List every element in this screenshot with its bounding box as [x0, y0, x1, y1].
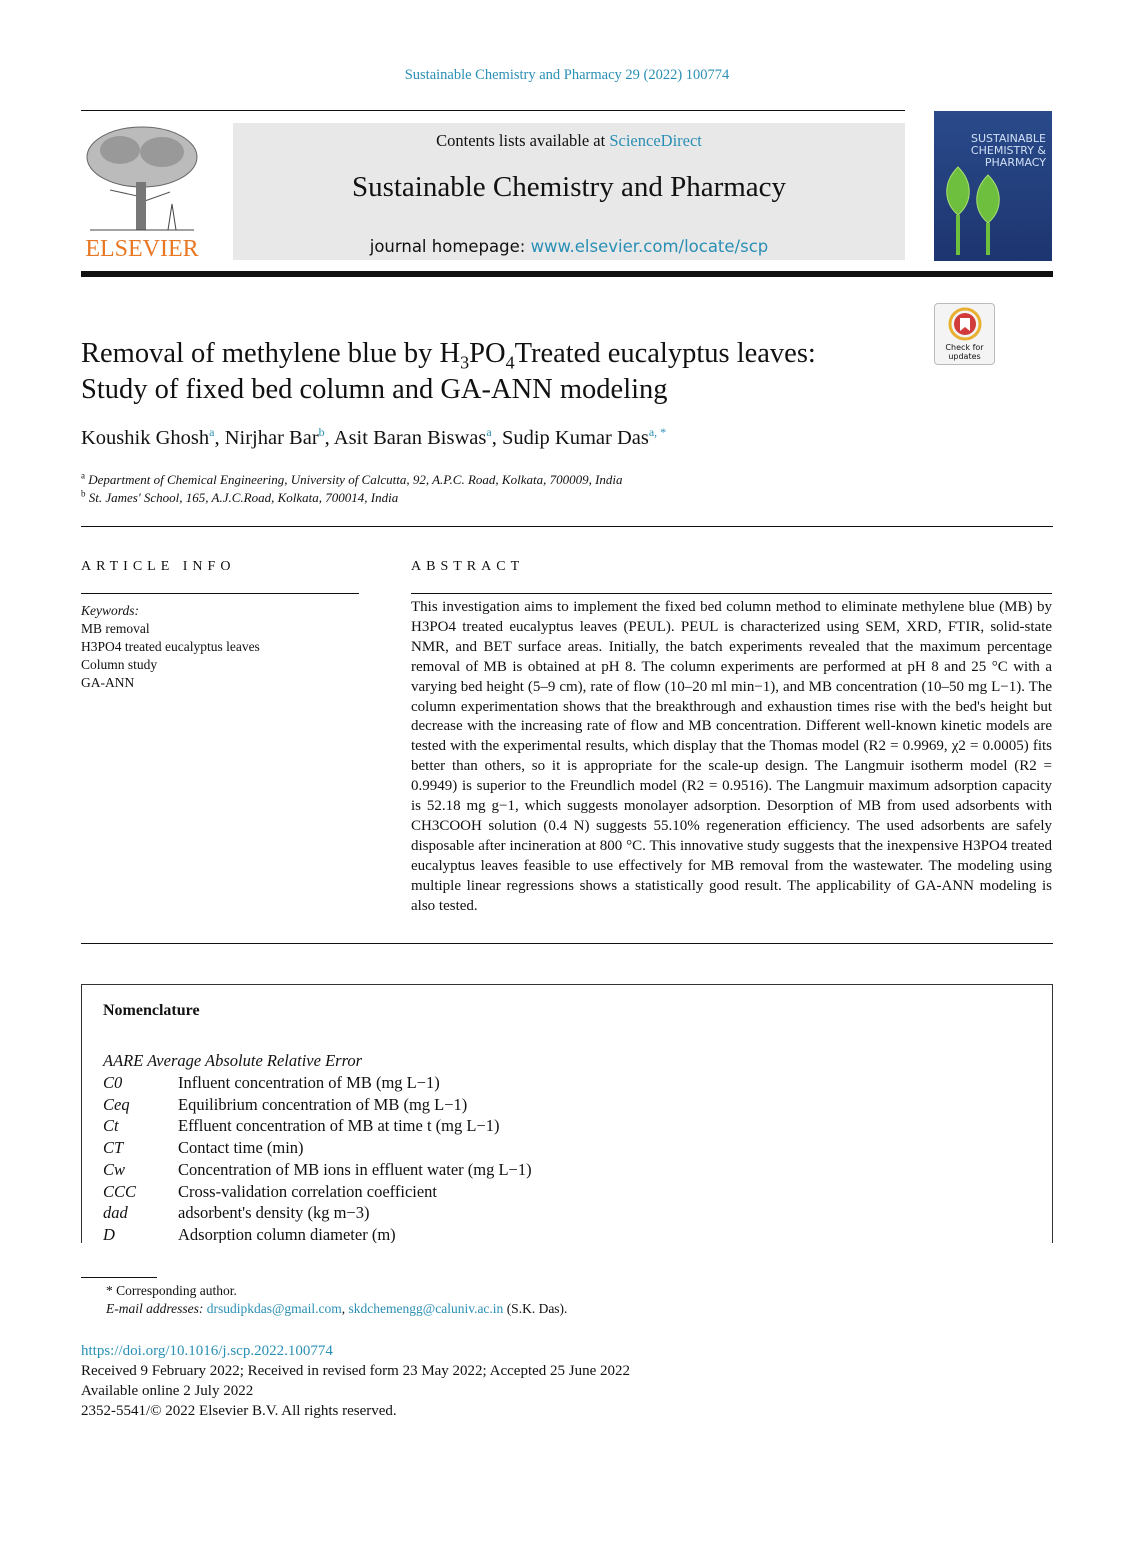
nomenclature-row: C0 Influent concentration of MB (mg L−1) — [103, 1073, 440, 1092]
elsevier-tree-icon — [80, 122, 204, 232]
affiliation-b: $^b$ St. James' School, 165, A.J.C.Road, Kolkata, 700014, India — [81, 488, 399, 505]
doi-link[interactable]: https://doi.org/10.1016/j.scp.2022.100774 — [81, 1343, 333, 1359]
article-info-heading: ARTICLE INFO — [81, 559, 236, 574]
sciencedirect-link[interactable]: ScienceDirect — [609, 131, 702, 150]
elsevier-logo — [80, 122, 204, 262]
email-link[interactable]: skdchemengg@caluniv.ac.in — [348, 1301, 504, 1316]
author-affil-link[interactable]: a — [486, 425, 492, 440]
email-link[interactable]: drsudipkdas@gmail.com — [206, 1301, 342, 1316]
nomenclature-row: CCC Cross-validation correlation coefficient — [103, 1182, 438, 1201]
nomenclature-row: Ceq Equilibrium concentration of MB (mg L−1) — [103, 1095, 468, 1114]
keyword: H3PO4 treated eucalyptus leaves — [81, 639, 260, 654]
author-affil-link[interactable]: a — [209, 425, 215, 440]
author-affil-link[interactable]: a, * — [648, 425, 667, 440]
journal-banner — [233, 123, 905, 260]
keyword: GA-ANN — [81, 675, 135, 690]
nomenclature-row: CT Contact time (min) — [103, 1138, 304, 1157]
journal-citation[interactable]: Sustainable Chemistry and Pharmacy 29 (2022) 100774 — [404, 67, 730, 83]
received-dates: Received 9 February 2022; Received in revised form 23 May 2022; Accepted 25 June 2022 — [81, 1363, 631, 1379]
nomenclature-title: Nomenclature — [103, 1002, 200, 1019]
article-title: Removal of methylene blue by $H_3PO_4Treated$ eucalyptus leaves: Study of fixed bed column and GA-ANN modeling — [81, 338, 816, 405]
nomenclature-row: D Adsorption column diameter (m) — [103, 1225, 396, 1243]
keywords-block — [81, 602, 260, 692]
journal-cover — [934, 111, 1052, 261]
email-addresses: E-mail addresses: drsudipkdas@gmail.com, skdchemengg@caluniv.ac.in (S.K. Das). — [106, 1301, 568, 1316]
check-for-updates-button[interactable]: Check for updates — [934, 303, 995, 365]
keywords-label: Keywords: — [81, 603, 139, 618]
nomenclature-row: Ct Effluent concentration of MB at time t (mg L−1) — [103, 1116, 500, 1135]
cover-leaf-icon — [938, 157, 1010, 261]
available-online: Available online 2 July 2022 — [81, 1383, 254, 1399]
journal-name: Sustainable Chemistry and Pharmacy — [351, 171, 787, 203]
nomenclature-first-line: AARE Average Absolute Relative Error — [103, 1051, 363, 1070]
header-rule — [81, 110, 905, 111]
corresponding-author-note: * Corresponding author. — [106, 1283, 237, 1298]
author-name: Asit Baran Biswas — [333, 427, 487, 449]
abstract-bottom-rule — [81, 943, 1053, 944]
author-affil-link[interactable]: b — [318, 425, 325, 440]
header-thick-rule — [81, 271, 1053, 277]
abstract-text: This investigation aims to implement the fixed bed column method to eliminate methylene blue (MB) by H3PO4 treated eucalyptus leaves (PEUL). PEUL is characterized using SEM, XRD, FTIR, solid-state NMR, and BET surface areas. Initially, the batch experiments revealed that the maximum percentage removal of MB is obtained at pH 8. The column experiments are performed at pH 8 and 25 °C with a varying bed height (5–9 cm), rate of flow (10–20 ml min−1), and MB concentration (10–50 mg L−1). The column experimentation shows that the breakthrough and exhaustion times rise with the bed's height but decrease with the increasing rate of flow and MB concentration. Different well-known kinetic models are tested with the experimental results, which display that the Thomas model (R2 = 0.9969, χ2 = 0.0005) fits better than others, so it is appropriate for the scale-up design. The Langmuir isotherm model (R2 = 0.9949) is superior to the Freundlich model (R2 = 0.9516). The Langmuir maximum adsorption capacity is 52.18 mg g−1, which suggests monolayer adsorption. Desorption of MB from used adsorbents with CH3COOH solution (0.4 N) suggests 55.10% regeneration efficiency. The used adsorbents are safely disposable after incineration at 800 °C. This innovative study suggests that the inexpensive H3PO4 treated eucalyptus leaves feasible to use effectively for MB removal from the wastewater. The modeling using multiple linear regressions shows a statistically good result. The applicability of GA-ANN modeling is also tested. — [411, 599, 1052, 914]
affiliation-rule — [81, 526, 1053, 527]
author-name: Koushik Ghosh — [81, 427, 210, 449]
keyword: MB removal — [81, 621, 150, 636]
contents-line: Contents lists available at ScienceDirect — [436, 131, 702, 150]
author-list: Koushik Ghosh$^a$, Nirjhar Bar$^b$, Asit Baran Biswas$^a$, Sudip Kumar Das$^{a, *}$ — [81, 425, 667, 449]
author-name: Nirjhar Bar — [224, 427, 319, 449]
nomenclature-box — [81, 984, 1053, 1243]
abstract-heading: ABSTRACT — [411, 559, 525, 574]
copyright: 2352-5541/© 2022 Elsevier B.V. All rights reserved. — [81, 1403, 397, 1419]
affiliation-a: $^a$ Department of Chemical Engineering, University of Calcutta, 92, A.P.C. Road, Kolkata, 700009, India — [81, 470, 623, 487]
check-updates-icon — [948, 307, 982, 341]
cover-title: SUSTAINABLE CHEMISTRY & PHARMACY — [970, 132, 1046, 169]
abstract-rule — [411, 593, 1052, 594]
nomenclature-row: dad adsorbent's density (kg m−3) — [103, 1203, 370, 1222]
article-info-rule — [81, 593, 359, 594]
homepage-line: journal homepage: www.elsevier.com/locate/scp — [369, 237, 769, 256]
elsevier-wordmark: ELSEVIER — [85, 236, 199, 262]
homepage-link[interactable]: www.elsevier.com/locate/scp — [530, 237, 769, 256]
keyword: Column study — [81, 657, 158, 672]
nomenclature-row: Cw Concentration of MB ions in effluent water (mg L−1) — [103, 1160, 532, 1179]
author-name: Sudip Kumar Das — [501, 427, 649, 449]
footnote-rule — [81, 1277, 157, 1278]
